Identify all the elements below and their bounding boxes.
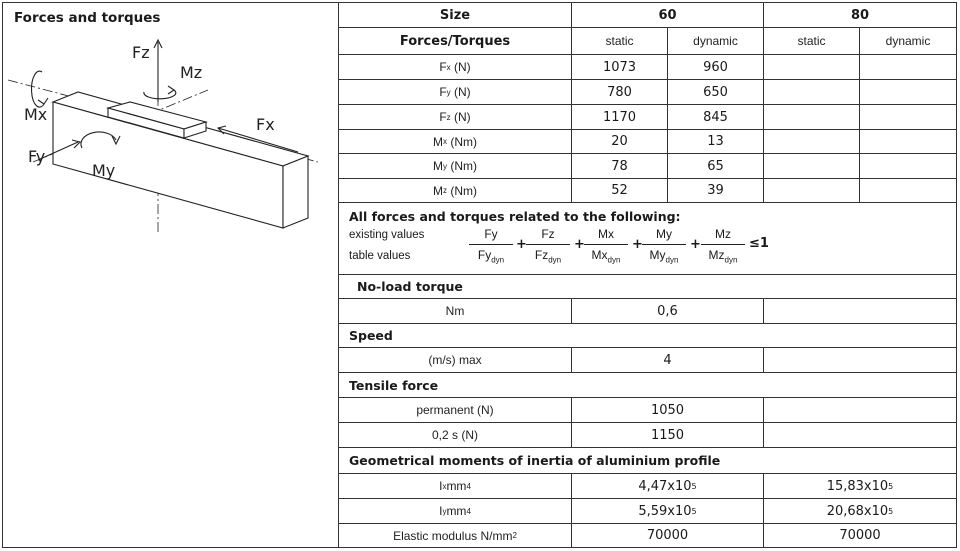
row-label-mx: M x (Nm) — [338, 130, 572, 154]
tensile-short-60: 1150 — [572, 423, 764, 448]
my-label: My — [92, 161, 116, 180]
fy-label: Fy — [28, 147, 46, 166]
fx-label: Fx — [256, 115, 275, 134]
mz-label: Mz — [180, 63, 203, 82]
plus-sign: + — [574, 237, 585, 252]
mx-static-60: 20 — [572, 130, 668, 154]
row-label-fx: F x (N) — [338, 55, 572, 80]
plus-sign: + — [516, 237, 527, 252]
speed-60: 4 — [572, 348, 764, 373]
ix-label: I x mm 4 — [338, 474, 572, 499]
elastic-modulus-80: 70000 — [764, 524, 957, 548]
load-formula-box — [338, 203, 957, 275]
fz-static-80 — [764, 105, 860, 130]
fz-dynamic-60: 845 — [668, 105, 764, 130]
fraction-fy: Fy $Fy_{dyn}$ — [469, 227, 513, 264]
size-80-header: 80 — [764, 2, 957, 28]
noload-section-title: No-load torque — [338, 275, 957, 299]
noload-unit: Nm — [338, 299, 572, 324]
ix-60: 4,47x10 5 — [572, 474, 764, 499]
fraction-my: My $My_{dyn}$ — [642, 227, 686, 264]
my-static-80 — [764, 154, 860, 179]
mz-dynamic-60: 39 — [668, 179, 764, 203]
plus-sign: + — [632, 237, 643, 252]
speed-section-title: Speed — [338, 324, 957, 348]
fx-static-80 — [764, 55, 860, 80]
fz-dynamic-80 — [860, 105, 957, 130]
tensile-permanent-80 — [764, 398, 957, 423]
tensile-permanent-60: 1050 — [572, 398, 764, 423]
mz-static-60: 52 — [572, 179, 668, 203]
row-label-my: M y (Nm) — [338, 154, 572, 179]
fx-static-60: 1073 — [572, 55, 668, 80]
linear-axis-force-diagram — [8, 32, 328, 242]
existing-values-label: existing values — [349, 229, 425, 241]
speed-unit: (m/s) max — [338, 348, 572, 373]
iy-label: I y mm 4 — [338, 499, 572, 524]
mx-label: Mx — [24, 105, 48, 124]
my-dynamic-60: 65 — [668, 154, 764, 179]
size-header: Size — [338, 2, 572, 28]
mz-dynamic-80 — [860, 179, 957, 203]
formula-title: All forces and torques related to the following: — [349, 209, 681, 224]
fz-static-60: 1170 — [572, 105, 668, 130]
mx-dynamic-60: 13 — [668, 130, 764, 154]
row-label-fz: F z (N) — [338, 105, 572, 130]
leq-one: ≤1 — [749, 236, 769, 251]
forces-torques-header: Forces/Torques — [338, 28, 572, 55]
fx-dynamic-80 — [860, 55, 957, 80]
table-values-label: table values — [349, 250, 411, 262]
fx-dynamic-60: 960 — [668, 55, 764, 80]
noload-60: 0,6 — [572, 299, 764, 324]
tensile-short-80 — [764, 423, 957, 448]
static-60-header: static — [572, 28, 668, 55]
tensile-section-title: Tensile force — [338, 373, 957, 398]
row-label-fy: F y (N) — [338, 80, 572, 105]
fy-dynamic-80 — [860, 80, 957, 105]
size-60-header: 60 — [572, 2, 764, 28]
fraction-mz: Mz $Mz_{dyn}$ — [701, 227, 745, 264]
dynamic-80-header: dynamic — [860, 28, 957, 55]
specification-table — [338, 2, 957, 548]
mx-static-80 — [764, 130, 860, 154]
static-80-header: static — [764, 28, 860, 55]
fy-static-80 — [764, 80, 860, 105]
geo-section-title: Geometrical moments of inertia of aluminium profile — [338, 448, 957, 474]
fraction-mx: Mx $Mx_{dyn}$ — [584, 227, 628, 264]
tensile-permanent-label: permanent (N) — [338, 398, 572, 423]
mx-dynamic-80 — [860, 130, 957, 154]
mz-static-80 — [764, 179, 860, 203]
elastic-modulus-60: 70000 — [572, 524, 764, 548]
section-title: Forces and torques — [14, 10, 161, 26]
ix-80: 15,83x10 5 — [764, 474, 957, 499]
plus-sign: + — [690, 237, 701, 252]
noload-80 — [764, 299, 957, 324]
tensile-short-label: 0,2 s (N) — [338, 423, 572, 448]
fy-static-60: 780 — [572, 80, 668, 105]
iy-80: 20,68x10 5 — [764, 499, 957, 524]
speed-80 — [764, 348, 957, 373]
dynamic-60-header: dynamic — [668, 28, 764, 55]
fz-label: Fz — [132, 43, 150, 62]
fy-dynamic-60: 650 — [668, 80, 764, 105]
my-static-60: 78 — [572, 154, 668, 179]
fraction-fz: Fz $Fz_{dyn}$ — [526, 227, 570, 264]
row-label-mz: M z (Nm) — [338, 179, 572, 203]
elastic-modulus-label: Elastic modulus N/mm 2 — [338, 524, 572, 548]
iy-60: 5,59x10 5 — [572, 499, 764, 524]
my-dynamic-80 — [860, 154, 957, 179]
